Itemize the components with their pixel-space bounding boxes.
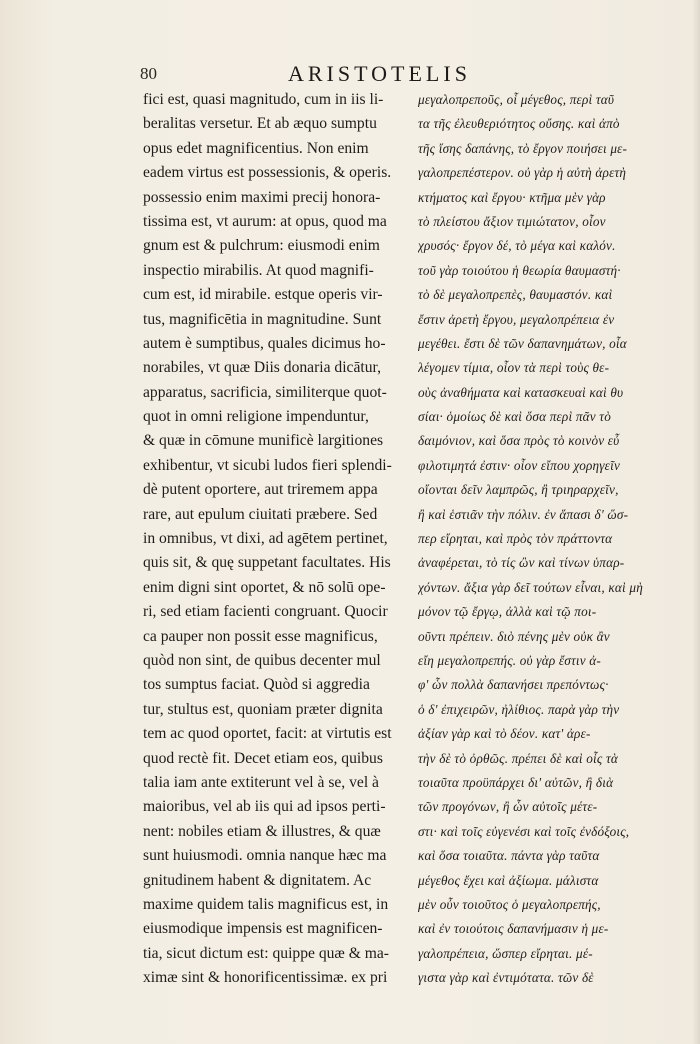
greek-line: μεγέθει. ἔστι δὲ τῶν δαπανημάτων, οἷα — [418, 335, 627, 351]
latin-line: sunt huiusmodi. omnia nanque hæc ma — [143, 847, 387, 865]
greek-line: τοιαῦτα προϋπάρχει δι' αὐτῶν, ἢ διὰ — [418, 774, 614, 790]
greek-line: ἀναφέρεται, τὸ τίς ὢν καὶ τίνων ὑπαρ- — [418, 555, 625, 571]
greek-line: στι· καὶ τοῖς εὐγενέσι καὶ τοῖς ἐνδόξοις, — [418, 823, 630, 839]
latin-line: beralitas versetur. Et ab æquo sumptu — [143, 115, 377, 133]
latin-line: fici est, quasi magnitudo, cum in iis li- — [143, 91, 384, 108]
latin-line: maioribus, vel ab iis qui ad ipsos perti- — [143, 798, 386, 816]
latin-line: tem ac quod oportet, facit: at virtutis est — [143, 725, 392, 743]
greek-line: σίαι· ὁμοίως δὲ καὶ ὅσα περὶ πᾶν τὸ — [418, 409, 612, 425]
greek-line: οῦντι πρέπειν. διὸ πένης μὲν οὐκ ἂν — [418, 628, 610, 644]
greek-line: καὶ ὅσα τοιαῦτα. πάντα γὰρ ταῦτα — [418, 848, 600, 864]
greek-line: οὺς ἀναθήματα καὶ κατασκευαὶ καὶ θυ — [418, 384, 624, 400]
latin-line: gnitudinem habent & dignitatem. Ac — [143, 871, 372, 889]
greek-line: γαλοπρέπεια, ὥσπερ εἴρηται. μέ- — [418, 945, 593, 961]
greek-line: εἴη μεγαλοπρεπής. οὐ γὰρ ἔστιν ἀ- — [418, 652, 602, 668]
latin-line: opus edet magnificentius. Non enim — [143, 139, 369, 157]
latin-line: ca pauper non possit esse magnificus, — [143, 627, 378, 645]
latin-line: tus, magnificētia in magnitudine. Sunt — [143, 310, 382, 328]
greek-line: ἢ καὶ ἑστιᾶν τὴν πόλιν. ἐν ἅπασι δ' ὥσ- — [418, 506, 629, 522]
latin-line: norabiles, vt quæ Diis donaria dicātur, — [143, 359, 381, 377]
latin-line: quot in omni religione impenduntur, — [143, 408, 369, 426]
page-number: 80 — [140, 64, 157, 83]
greek-line: χόντων. ἄξια γὰρ δεῖ τούτων εἶναι, καὶ μὴ — [418, 579, 643, 595]
greek-line: οἴονται δεῖν λαμπρῶς, ἢ τριηραρχεῖν, — [418, 482, 619, 498]
latin-line: tos sumptus faciat. Quòd si aggredia — [143, 676, 370, 694]
latin-line: cum est, id mirabile. estque operis vir- — [143, 286, 383, 304]
greek-line: μεγαλοπρεποῦς, οἷ μέγεθος, περὶ ταῦ — [418, 92, 615, 107]
greek-line: τὸ δὲ μεγαλοπρεπὲς, θαυμαστόν. καὶ — [418, 287, 613, 303]
greek-text-column — [418, 88, 680, 990]
latin-line: exhibentur, vt sicubi ludos fieri splendi- — [143, 456, 392, 474]
greek-line: ὁ δ' ἐπιχειρῶν, ἠλίθιος. παρὰ γὰρ τὴν — [418, 701, 620, 717]
greek-line: γιστα γὰρ καὶ ἐντιμότατα. τῶν δὲ — [418, 970, 594, 986]
latin-line: maxime quidem talis magnificus est, in — [143, 895, 389, 913]
latin-line: enim digni sint oportet, & nō solū ope- — [143, 578, 386, 596]
latin-line: nent: nobiles etiam & illustres, & quæ — [143, 822, 381, 840]
greek-line: χρυσός· ἔργον δέ, τὸ μέγα καὶ καλόν. — [418, 238, 616, 254]
latin-text-column — [143, 88, 413, 990]
latin-line: eiusmodique impensis est magnificen- — [143, 920, 383, 938]
latin-line: quod rectè fit. Decet etiam eos, quibus — [143, 749, 383, 767]
latin-line: inspectio mirabilis. At quod magnifi- — [143, 261, 374, 279]
greek-line: φ' ὧν πολλὰ δαπανήσει πρεπόντως· — [418, 677, 609, 693]
greek-line: τοῦ γὰρ τοιούτου ἡ θεωρία θαυμαστή· — [418, 262, 621, 278]
latin-line: possessio enim maximi precij honora- — [143, 188, 381, 206]
greek-line: δαιμόνιον, καὶ ὅσα πρὸς τὸ κοινὸν εὖ — [418, 433, 620, 449]
latin-line: rare, aut epulum ciuitati præbere. Sed — [143, 505, 378, 523]
greek-line: λέγομεν τίμια, οἷον τὰ περὶ τοὺς θε- — [418, 360, 610, 376]
latin-line: apparatus, sacrificia, similiterque quot- — [143, 383, 387, 401]
page-edge-shadow — [692, 0, 700, 1044]
greek-line: περ εἴρηται, καὶ πρὸς τὸν πράττοντα — [418, 531, 613, 547]
latin-line: tur, stultus est, quoniam præter dignita — [143, 700, 383, 718]
latin-line: tia, sicut dictum est: quippe quæ & ma- — [143, 944, 389, 962]
greek-line: γαλοπρεπέστερον. οὐ γὰρ ἡ αὐτὴ ἀρετὴ — [418, 165, 627, 181]
greek-line: ἔστιν ἀρετὴ ἔργου, μεγαλοπρέπεια ἐν — [418, 311, 615, 327]
greek-line: ἀξίαν γὰρ καὶ τὸ δέον. κατ' ἀρε- — [418, 726, 591, 742]
latin-line: & quæ in cōmune munificè largitiones — [143, 432, 384, 450]
latin-line: quis sit, & quę suppetant facultates. His — [143, 554, 391, 572]
latin-line: quòd non sint, de quibus decenter mul — [143, 651, 381, 669]
greek-line: τῶν προγόνων, ἢ ὧν αὐτοῖς μέτε- — [418, 799, 598, 815]
greek-line: κτήματος καὶ ἔργου· κτῆμα μὲν γὰρ — [418, 189, 606, 205]
greek-line: τα τῆς ἐλευθεριότητος οὔσης. καὶ ἀπὸ — [418, 116, 620, 132]
latin-line: eadem virtus est possessionis, & operis. — [143, 164, 392, 182]
greek-line: τὸ πλείστου ἄξιον τιμιώτατον, οἷον — [418, 213, 606, 229]
latin-line: gnum est & pulchrum: eiusmodi enim — [143, 237, 380, 255]
greek-line: τὴν δὲ τὸ ὀρθῶς. πρέπει δὲ καὶ οἷς τὰ — [418, 750, 618, 766]
latin-line: ximæ sint & honorificentissimæ. ex pri — [143, 969, 388, 987]
latin-line: tissima est, vt aurum: at opus, quod ma — [143, 212, 387, 230]
latin-line: autem è sumptibus, quales dicimus ho- — [143, 334, 386, 352]
latin-line: in omnibus, vt dixi, ad agētem pertinet, — [143, 530, 388, 548]
greek-line: φιλοτιμητά ἐστιν· οἷον εἴπου χορηγεῖν — [418, 457, 620, 473]
greek-line: καὶ ἐν τοιούτοις δαπανήμασιν ἡ με- — [418, 921, 609, 937]
greek-line: μέγεθος ἔχει καὶ ἀξίωμα. μάλιστα — [418, 872, 599, 888]
latin-line: ri, sed etiam facienti congruant. Quocir — [143, 603, 388, 621]
greek-line: τῆς ἴσης δαπάνης, τὸ ἔργον ποιήσει με- — [418, 140, 628, 156]
running-title: ARISTOTELIS — [288, 61, 471, 86]
latin-line: talia iam ante extiterunt vel à se, vel à — [143, 773, 379, 791]
latin-line: dè putent oportere, aut triremem appa — [143, 481, 378, 499]
greek-line: μὲν οὖν τοιοῦτος ὁ μεγαλοπρεπής, — [418, 896, 601, 912]
greek-line: μόνον τῷ ἔργῳ, ἀλλὰ καὶ τῷ ποι- — [418, 604, 597, 620]
